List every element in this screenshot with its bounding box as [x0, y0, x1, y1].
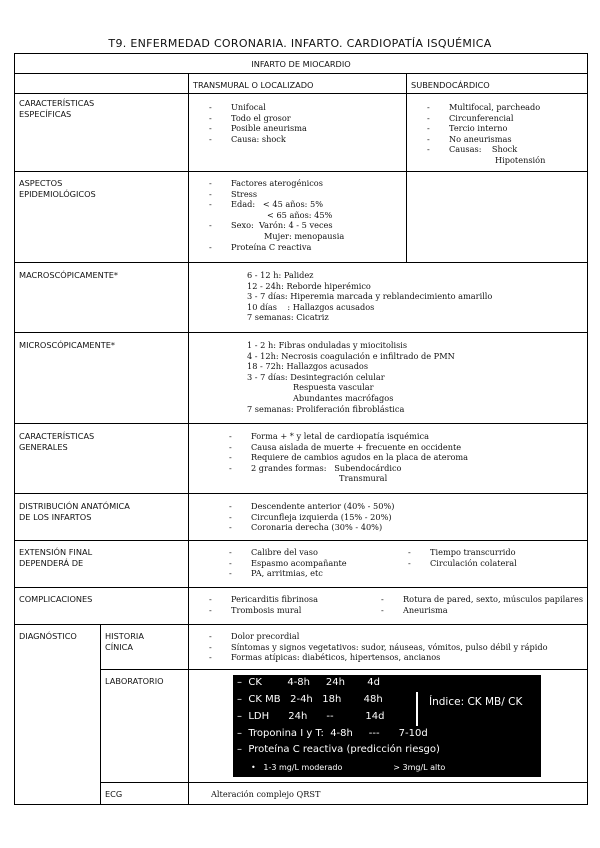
list-item: - Dolor precordial: [231, 631, 587, 642]
lab-row-pcr: – Proteína C reactiva (predicción riesgo): [237, 744, 440, 755]
list-item: - Stress: [231, 189, 406, 200]
extension-content: [189, 541, 588, 588]
list-item: Transmural: [339, 473, 388, 484]
list-item: - Tiempo transcurrido: [430, 547, 587, 558]
lab-row-ck: – CK 4-8h 24h 4d: [237, 677, 380, 688]
historia-clinica-content: [189, 625, 588, 670]
list-item: - Proteína C reactiva: [231, 242, 406, 253]
list-item: - Edad: < 45 años: 5%: [231, 199, 406, 210]
microscopicamente-content: [189, 333, 588, 424]
list-item: - Forma + * y letal de cardiopatía isquémica: [251, 431, 587, 442]
list-item: - Posible aneurisma: [231, 123, 406, 134]
list-item: - Multifocal, parcheado: [449, 102, 587, 113]
row-label-diagnostico: DIAGNÓSTICO: [15, 625, 101, 805]
list-item: Hipotensión: [495, 154, 546, 165]
distribucion-content: [189, 494, 588, 541]
list-item: 7 semanas: Cicatriz: [247, 312, 329, 323]
list-item: - Tercio interno: [449, 123, 587, 134]
list-item: - No aneurismas: [449, 134, 587, 145]
list-item: 18 - 72h: Hallazgos acusados: [247, 361, 369, 372]
list-item: 1 - 2 h: Fibras onduladas y miocitolisis: [247, 340, 408, 350]
list-item: - Trombosis mural: [231, 605, 373, 616]
laboratorio-label: LABORATORIO: [101, 670, 189, 783]
lab-row-troponina: – Troponina I y T: 4-8h --- 7-10d: [237, 728, 428, 739]
list-item: Respuesta vascular: [293, 382, 374, 393]
list-item: - PA, arritmias, etc: [251, 568, 408, 579]
list-item: Mujer: menopausia: [264, 230, 345, 241]
list-item: - Descendente anterior (40% - 50%): [251, 501, 587, 512]
list-item: - Espasmo acompañante: [251, 558, 408, 569]
list-item: - Causa aislada de muerte + frecuente en occidente: [251, 442, 587, 453]
lab-row-pcr-levels: • 1-3 mg/L moderado > 3mg/L alto: [251, 763, 446, 772]
page-title: T9. ENFERMEDAD CORONARIA. INFARTO. CARDIOPATÍA ISQUÉMICA: [108, 37, 492, 50]
list-item: - Todo el grosor: [231, 113, 406, 124]
list-item: - Coronaria derecha (30% - 40%): [251, 522, 587, 533]
laboratorio-content: [189, 670, 588, 783]
list-item: - Circulación colateral: [430, 558, 587, 569]
table-title: INFARTO DE MIOCARDIO: [15, 54, 588, 74]
list-item: - Síntomas y signos vegetativos: sudor, náuseas, vómitos, pulso débil y rápido: [231, 642, 587, 653]
lab-divider: [416, 692, 418, 726]
list-item: - Sexo: Varón: 4 - 5 veces: [231, 220, 406, 231]
list-item: - Unifocal: [231, 102, 406, 113]
header-empty-cell: [15, 74, 189, 94]
row-label-generales: CARACTERÍSTICAS GENERALES: [15, 424, 189, 494]
list-item: Abundantes macrófagos: [293, 392, 394, 403]
generales-content: [189, 424, 588, 494]
list-item: 3 - 7 días: Hiperemia marcada y reblandecimiento amarillo: [247, 291, 493, 302]
list-item: < 65 años: 45%: [267, 209, 333, 220]
list-item: - Requiere de cambios agudos en la placa de ateroma: [251, 452, 587, 463]
list-item: - Rotura de pared, sexto, músculos papilares: [403, 594, 587, 605]
row-label-macroscopicamente: MACROSCÓPICAMENTE*: [15, 263, 189, 333]
row-label-epidemiologicos: ASPECTOS EPIDEMIOLÓGICOS: [15, 172, 189, 263]
complicaciones-content: [189, 588, 588, 625]
ecg-label: ECG: [101, 783, 189, 805]
list-item: - Calibre del vaso: [251, 547, 408, 558]
list-item: 6 - 12 h: Palidez: [247, 270, 314, 280]
list-item: 7 semanas: Proliferación fibroblástica: [247, 403, 405, 414]
col-header-transmural: TRANSMURAL O LOCALIZADO: [189, 74, 407, 94]
infarto-table: [14, 53, 588, 805]
list-item: - Causa: shock: [231, 134, 406, 145]
list-item: 12 - 24h: Reborde hiperémico: [247, 280, 371, 291]
epidemiologicos-content: [189, 172, 407, 263]
list-item: - Circunfleja izquierda (15% - 20%): [251, 512, 587, 523]
macroscopicamente-content: [189, 263, 588, 333]
list-item: - Causas: Shock: [449, 144, 587, 155]
row-label-microscopicamente: MICROSCÓPICAMENTE*: [15, 333, 189, 424]
epidemiologicos-sub-empty: [407, 172, 588, 263]
especificas-transmural: [189, 94, 407, 172]
lab-row-ldh: – LDH 24h -- 14d: [237, 711, 385, 722]
lab-row-ckmb: – CK MB 2-4h 18h 48h: [237, 694, 383, 705]
row-label-distribucion: DISTRIBUCIÓN ANATÓMICA DE LOS INFARTOS: [15, 494, 189, 541]
list-item: - 2 grandes formas: Subendocárdico: [251, 463, 587, 474]
row-label-extension: EXTENSIÓN FINAL DEPENDERÁ DE: [15, 541, 189, 588]
list-item: - Pericarditis fibrinosa: [231, 594, 373, 605]
ecg-value: Alteración complejo QRST: [189, 783, 588, 805]
list-item: - Aneurisma: [403, 605, 587, 616]
list-item: - Formas atípicas: diabéticos, hipertensos, ancianos: [231, 652, 587, 663]
list-item: - Factores aterogénicos: [231, 178, 406, 189]
list-item: 3 - 7 días: Desintegración celular: [247, 371, 385, 382]
list-item: 10 días : Hallazgos acusados: [247, 301, 375, 312]
especificas-subendocardico: [407, 94, 588, 172]
historia-clinica-label: HISTORIA CÍNICA: [101, 625, 189, 670]
lab-index-ck: Índice: CK MB/ CK: [429, 696, 523, 708]
col-header-subendocardico: SUBENDOCÁRDICO: [407, 74, 588, 94]
row-label-complicaciones: COMPLICACIONES: [15, 588, 189, 625]
list-item: - Circunferencial: [449, 113, 587, 124]
laboratorio-panel: [233, 675, 541, 777]
row-label-especificas: CARACTERÍSTICAS ESPECÍFICAS: [15, 94, 189, 172]
list-item: 4 - 12h: Necrosis coagulación e infiltrado de PMN: [247, 350, 455, 361]
